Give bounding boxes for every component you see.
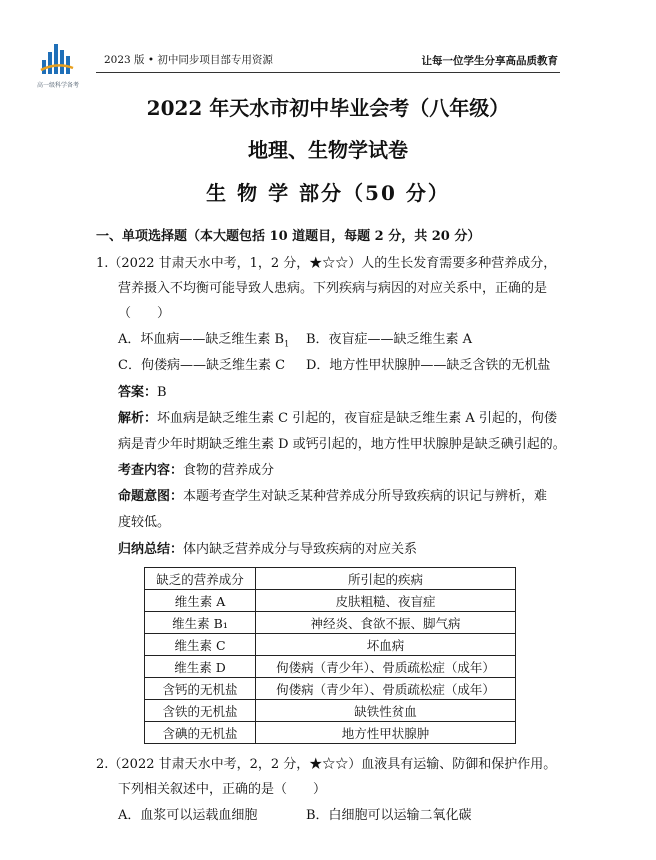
content-label: 考查内容：	[118, 463, 184, 478]
q2-option-a: A．血浆可以运载血细胞	[118, 808, 258, 823]
table-cell: 维生素 D	[145, 656, 256, 678]
q1-option-c: C．佝偻病——缺乏维生素 C	[118, 358, 286, 373]
q1-intent-line-1	[118, 488, 547, 506]
table-header-cell: 缺乏的营养成分	[145, 568, 256, 590]
q1-analysis-line-2: 病是青少年时期缺乏维生素 D 或钙引起的，地方性甲状腺肿是缺乏碘引起的。	[118, 437, 566, 452]
q1-blank: （ ）	[118, 306, 171, 321]
table-row	[145, 678, 516, 700]
table-cell: 坏血病	[256, 634, 516, 656]
table-cell: 皮肤粗糙、夜盲症	[256, 590, 516, 612]
q1-option-d: D．地方性甲状腺肿——缺乏含铁的无机盐	[306, 358, 551, 373]
exam-subtitle: 地理、生物学试卷	[248, 138, 408, 162]
table-header-cell: 所引起的疾病	[256, 568, 516, 590]
table-cell: 含铁的无机盐	[145, 700, 256, 722]
table-header-row	[145, 568, 516, 590]
table-cell: 佝偻病（青少年）、骨质疏松症（成年）	[256, 656, 516, 678]
answer-value: B	[157, 385, 167, 400]
q2-stem-line-1: 2.（2022 甘肃天水中考，2，2 分，★☆☆）血液具有运输、防御和保护作用。	[96, 757, 557, 772]
q1-answer	[118, 384, 167, 402]
table-cell: 维生素 B₁	[145, 612, 256, 634]
analysis-label: 解析：	[118, 411, 158, 426]
table-cell: 缺铁性贫血	[256, 700, 516, 722]
content-text: 食物的营养成分	[183, 463, 275, 478]
summary-text: 体内缺乏营养成分与导致疾病的对应关系	[183, 542, 418, 557]
table-row	[145, 612, 516, 634]
table-row	[145, 634, 516, 656]
summary-label: 归纳总结：	[118, 542, 184, 557]
table-cell: 神经炎、食欲不振、脚气病	[256, 612, 516, 634]
q1-stem-line-1: 1.（2022 甘肃天水中考，1，2 分，★☆☆）人的生长发育需要多种营养成分，	[96, 256, 557, 271]
q2-option-b: B．白细胞可以运输二氧化碳	[306, 808, 472, 823]
q1-summary	[118, 541, 417, 559]
analysis-text-1: 坏血病是缺乏维生素 C 引起的，夜盲症是缺乏维生素 A 引起的，佝偻	[157, 411, 557, 426]
q1-option-a-subscript: 1	[284, 339, 290, 349]
header-left-text: 2023 版 • 初中同步项目部专用资源	[104, 54, 273, 66]
table-cell: 维生素 C	[145, 634, 256, 656]
q1-analysis-line-1	[118, 410, 557, 428]
q1-intent-line-2: 度较低。	[118, 515, 171, 530]
table-row	[145, 590, 516, 612]
table-cell: 维生素 A	[145, 590, 256, 612]
part-title: 生 物 学 部分（50 分）	[206, 181, 450, 205]
logo-caption: 高一级科学备考	[36, 82, 79, 89]
nutrient-disease-table	[144, 567, 516, 744]
q1-content	[118, 462, 274, 480]
header-divider	[96, 72, 560, 73]
publisher-logo-icon	[40, 40, 74, 78]
header-right-text: 让每一位学生分享高品质教育	[421, 55, 558, 67]
intent-label: 命题意图：	[118, 489, 184, 504]
q2-stem-line-2: 下列相关叙述中，正确的是（ ）	[118, 782, 327, 797]
table-row	[145, 656, 516, 678]
q1-option-a	[118, 331, 289, 354]
table-row	[145, 700, 516, 722]
answer-label: 答案：	[118, 385, 158, 400]
table-row	[145, 722, 516, 744]
table-cell: 地方性甲状腺肿	[256, 722, 516, 744]
table-cell: 含碘的无机盐	[145, 722, 256, 744]
q1-stem-line-2: 营养摄入不均衡可能导致人患病。下列疾病与病因的对应关系中，正确的是	[118, 281, 548, 296]
q1-option-a-text: A．坏血病——缺乏维生素 B	[118, 332, 285, 347]
table-cell: 含钙的无机盐	[145, 678, 256, 700]
section-heading: 一、单项选择题（本大题包括 10 道题目，每题 2 分，共 20 分）	[96, 229, 481, 244]
table-cell: 佝偻病（青少年）、骨质疏松症（成年）	[256, 678, 516, 700]
intent-text-1: 本题考查学生对缺乏某种营养成分所导致疾病的识记与辨析，难	[183, 489, 548, 504]
q1-option-b: B．夜盲症——缺乏维生素 A	[306, 332, 473, 347]
exam-title: 2022 年天水市初中毕业会考（八年级）	[146, 96, 510, 120]
